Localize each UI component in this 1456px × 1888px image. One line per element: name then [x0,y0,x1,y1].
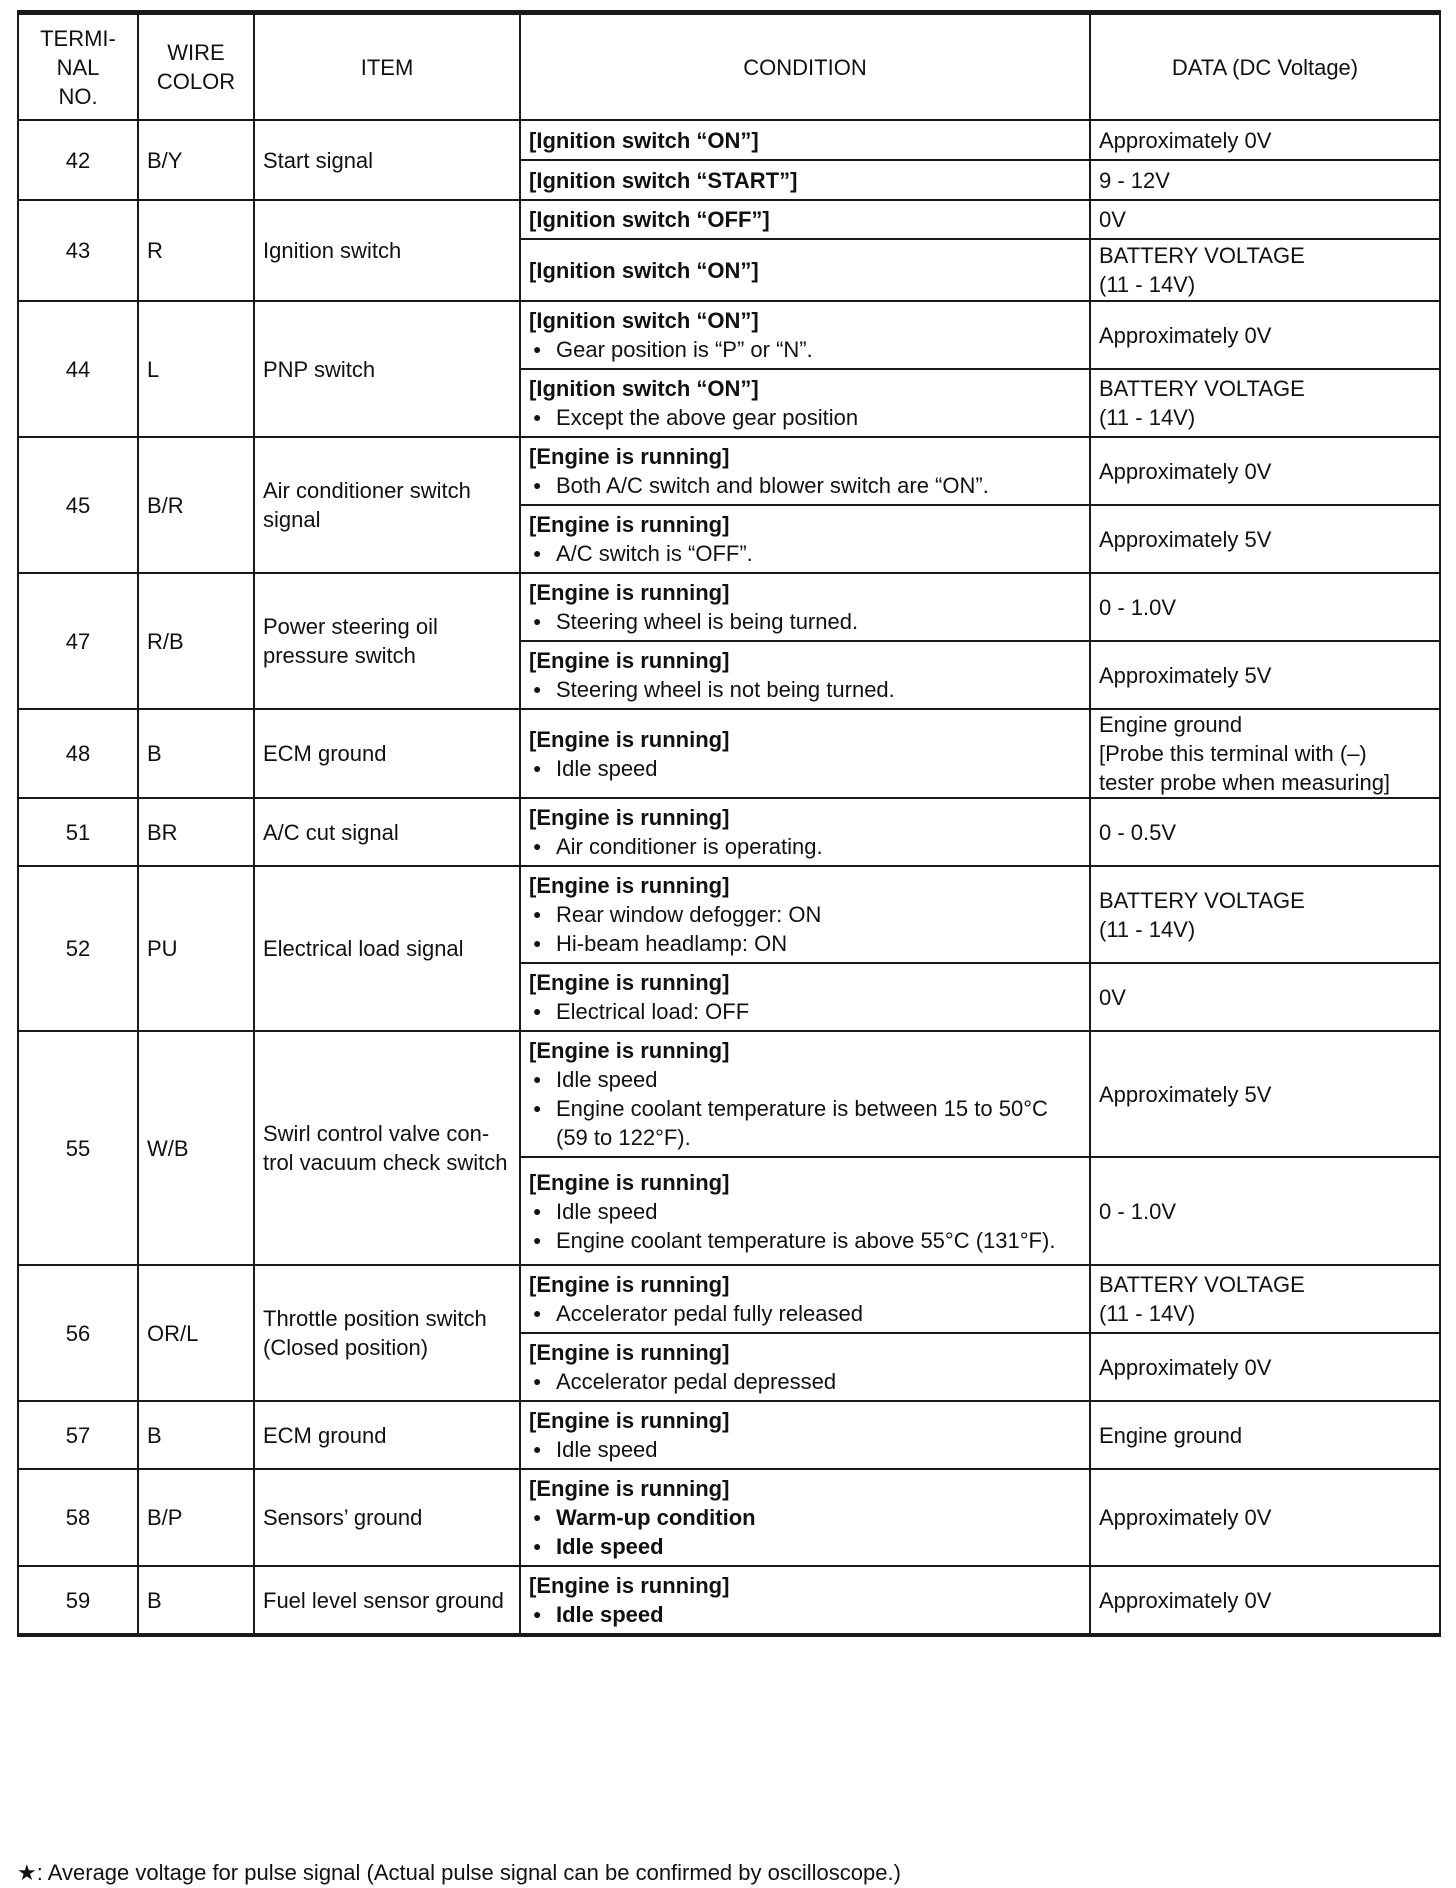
item-cell: PNP switch [254,301,520,437]
condition-cell [520,866,1090,963]
data-line: BATTERY VOLTAGE [1099,1272,1305,1297]
data-line: Approximately 0V [1099,1505,1272,1530]
item-cell: Fuel level sensor ground [254,1566,520,1635]
condition-heading: [Engine is running] [529,873,730,898]
condition-heading: [Engine is running] [529,580,730,605]
footnote: ★: Average voltage for pulse signal (Actual pulse signal can be confirmed by oscilloscope.) [17,1860,901,1885]
condition-cell [520,437,1090,505]
condition-cell [520,505,1090,573]
condition-heading: [Engine is running] [529,970,730,995]
data-line: Approximately 0V [1099,127,1272,153]
condition-heading: [Ignition switch “ON”] [529,308,759,333]
data-line: Engine ground [1099,1422,1243,1448]
data-voltage-cell [1090,573,1440,641]
data-line: (11 - 14V) [1099,405,1196,430]
data-voltage-cell [1090,239,1440,301]
data-voltage-cell [1090,1469,1440,1566]
data-line: BATTERY VOLTAGE [1099,887,1305,913]
condition-heading: [Engine is running] [529,1272,730,1297]
condition-bullet: ● Both A/C switch and blower switch are “ON”. [529,471,1081,500]
data-line: Approximately 0V [1099,1354,1272,1380]
data-voltage-cell [1090,1157,1440,1265]
condition-heading: [Engine is running] [529,512,730,537]
data-line: tester probe when measuring] [1099,770,1391,795]
table-row [18,1401,1440,1469]
table-row [18,1031,1440,1157]
condition-cell [520,1566,1090,1635]
terminal-no-cell: 59 [18,1566,138,1635]
data-voltage-cell [1090,866,1440,963]
terminal-no-cell: 42 [18,120,138,200]
condition-bullet: ● Idle speed [529,754,1081,783]
wire-color-cell: B [138,1566,254,1635]
condition-cell [520,641,1090,709]
data-voltage-cell [1090,709,1440,798]
condition-heading: [Engine is running] [529,1340,730,1365]
condition-bullet: ● Steering wheel is not being turned. [529,675,1081,704]
data-line: 0 - 1.0V [1099,1198,1177,1224]
data-voltage-cell [1090,1265,1440,1333]
condition-heading: [Ignition switch “ON”] [529,257,759,283]
condition-cell [520,798,1090,866]
item-cell: Throttle position switch (Closed position) [254,1265,520,1401]
data-line: BATTERY VOLTAGE [1099,243,1305,268]
terminal-no-cell: 55 [18,1031,138,1265]
table-header-row [18,13,1440,121]
terminal-no-cell: 51 [18,798,138,866]
item-cell: Swirl control valve con-trol vacuum check switch [254,1031,520,1265]
condition-heading: [Engine is running] [529,648,730,673]
condition-cell [520,1265,1090,1333]
data-line: 9 - 12V [1099,167,1170,193]
data-voltage-cell [1090,641,1440,709]
condition-cell [520,1469,1090,1566]
condition-heading: [Engine is running] [529,1573,730,1598]
terminal-no-cell: 56 [18,1265,138,1401]
data-voltage-cell [1090,120,1440,160]
wire-color-cell: B/Y [138,120,254,200]
header-item: ITEM [254,13,520,121]
data-line: Approximately 5V [1099,662,1272,688]
data-voltage-cell [1090,369,1440,437]
data-voltage-cell [1090,1566,1440,1635]
wire-color-cell: R [138,200,254,301]
table-row [18,798,1440,866]
data-line: 0V [1099,984,1126,1010]
condition-bullet: ● Engine coolant temperature is between 15 to 50°C (59 to 122°F). [529,1094,1081,1152]
data-line: (11 - 14V) [1099,272,1196,297]
condition-heading: [Engine is running] [529,805,730,830]
wire-color-cell: OR/L [138,1265,254,1401]
terminal-no-cell: 45 [18,437,138,573]
condition-cell [520,1157,1090,1265]
header-condition: CONDITION [520,13,1090,121]
data-line: Approximately 0V [1099,458,1272,484]
condition-bullet: ● Engine coolant temperature is above 55°C (131°F). [529,1226,1081,1255]
condition-bullet: ● A/C switch is “OFF”. [529,539,1081,568]
condition-cell [520,1333,1090,1401]
wire-color-cell: W/B [138,1031,254,1265]
table-row [18,120,1440,160]
item-cell: Electrical load signal [254,866,520,1031]
item-cell: ECM ground [254,709,520,798]
wire-color-cell: BR [138,798,254,866]
table-row [18,1469,1440,1566]
condition-heading: [Engine is running] [529,1408,730,1433]
condition-bullet: ● Idle speed [529,1435,1081,1464]
condition-bullet: ● Steering wheel is being turned. [529,607,1081,636]
condition-bullet: ● Accelerator pedal depressed [529,1367,1081,1396]
condition-cell [520,369,1090,437]
data-line: 0 - 0.5V [1099,819,1177,845]
item-cell: Air conditioner switch signal [254,437,520,573]
data-line: BATTERY VOLTAGE [1099,376,1305,401]
condition-bullet: ● Idle speed [529,1600,1081,1629]
table-row [18,866,1440,963]
condition-cell [520,963,1090,1031]
table-row [18,1566,1440,1635]
condition-cell [520,160,1090,200]
terminal-no-cell: 57 [18,1401,138,1469]
data-line: [Probe this terminal with (–) [1099,741,1367,766]
header-data: DATA (DC Voltage) [1090,13,1440,121]
condition-bullet: ● Except the above gear position [529,403,1081,432]
condition-cell [520,1401,1090,1469]
condition-cell [520,200,1090,239]
item-cell: ECM ground [254,1401,520,1469]
terminal-data-table [17,10,1441,1637]
table-row [18,301,1440,369]
item-cell: Power steering oil pressure switch [254,573,520,709]
data-line: Approximately 5V [1099,526,1272,552]
condition-heading: [Engine is running] [529,726,730,752]
condition-cell [520,301,1090,369]
condition-heading: [Engine is running] [529,444,730,469]
data-voltage-cell [1090,160,1440,200]
condition-bullet: ● Electrical load: OFF [529,997,1081,1026]
table-body [18,120,1440,1635]
condition-heading: [Ignition switch “ON”] [529,376,759,401]
data-voltage-cell [1090,1031,1440,1157]
terminal-no-cell: 43 [18,200,138,301]
condition-heading: [Ignition switch “OFF”] [529,207,770,232]
wire-color-cell: R/B [138,573,254,709]
condition-cell [520,573,1090,641]
condition-heading: [Engine is running] [529,1476,730,1501]
terminal-no-cell: 44 [18,301,138,437]
wire-color-cell: B/P [138,1469,254,1566]
table-row [18,1265,1440,1333]
condition-heading: [Engine is running] [529,1038,730,1063]
data-line: Engine ground [1099,712,1243,737]
condition-bullet: ● Warm-up condition [529,1503,1081,1532]
data-voltage-cell [1090,301,1440,369]
data-line: Approximately 0V [1099,322,1272,348]
item-cell: Sensors’ ground [254,1469,520,1566]
item-cell: Start signal [254,120,520,200]
condition-cell [520,120,1090,160]
item-cell: Ignition switch [254,200,520,301]
condition-bullet: ● Air conditioner is operating. [529,832,1081,861]
condition-bullet: ● Gear position is “P” or “N”. [529,335,1081,364]
condition-heading: [Engine is running] [529,1169,730,1195]
terminal-no-cell: 52 [18,866,138,1031]
condition-bullet: ● Idle speed [529,1532,1081,1561]
data-line: Approximately 5V [1099,1081,1272,1107]
table-row [18,437,1440,505]
terminal-no-cell: 58 [18,1469,138,1566]
table-row [18,573,1440,641]
condition-cell [520,709,1090,798]
condition-heading: [Ignition switch “ON”] [529,127,759,153]
condition-bullet: ● Hi-beam headlamp: ON [529,929,1081,958]
data-voltage-cell [1090,437,1440,505]
wire-color-cell: L [138,301,254,437]
data-line: 0 - 1.0V [1099,594,1177,620]
table-row [18,709,1440,798]
header-wire-color: WIRE COLOR [138,13,254,121]
terminal-no-cell: 47 [18,573,138,709]
terminal-no-cell: 48 [18,709,138,798]
data-line: (11 - 14V) [1099,916,1196,942]
data-voltage-cell [1090,798,1440,866]
data-line: Approximately 0V [1099,1587,1272,1613]
wire-color-cell: B [138,1401,254,1469]
data-line: 0V [1099,207,1126,232]
item-cell: A/C cut signal [254,798,520,866]
wire-color-cell: B [138,709,254,798]
condition-bullet: ● Rear window defogger: ON [529,900,1081,929]
data-voltage-cell [1090,200,1440,239]
wire-color-cell: B/R [138,437,254,573]
data-line: (11 - 14V) [1099,1301,1196,1326]
condition-bullet: ● Idle speed [529,1197,1081,1226]
wire-color-cell: PU [138,866,254,1031]
condition-cell [520,1031,1090,1157]
condition-heading: [Ignition switch “START”] [529,167,798,193]
data-voltage-cell [1090,1401,1440,1469]
header-terminal-no: TERMI- NAL NO. [18,13,138,121]
data-voltage-cell [1090,963,1440,1031]
data-voltage-cell [1090,1333,1440,1401]
condition-bullet: ● Idle speed [529,1065,1081,1094]
data-voltage-cell [1090,505,1440,573]
table-row [18,200,1440,239]
condition-cell [520,239,1090,301]
condition-bullet: ● Accelerator pedal fully released [529,1299,1081,1328]
